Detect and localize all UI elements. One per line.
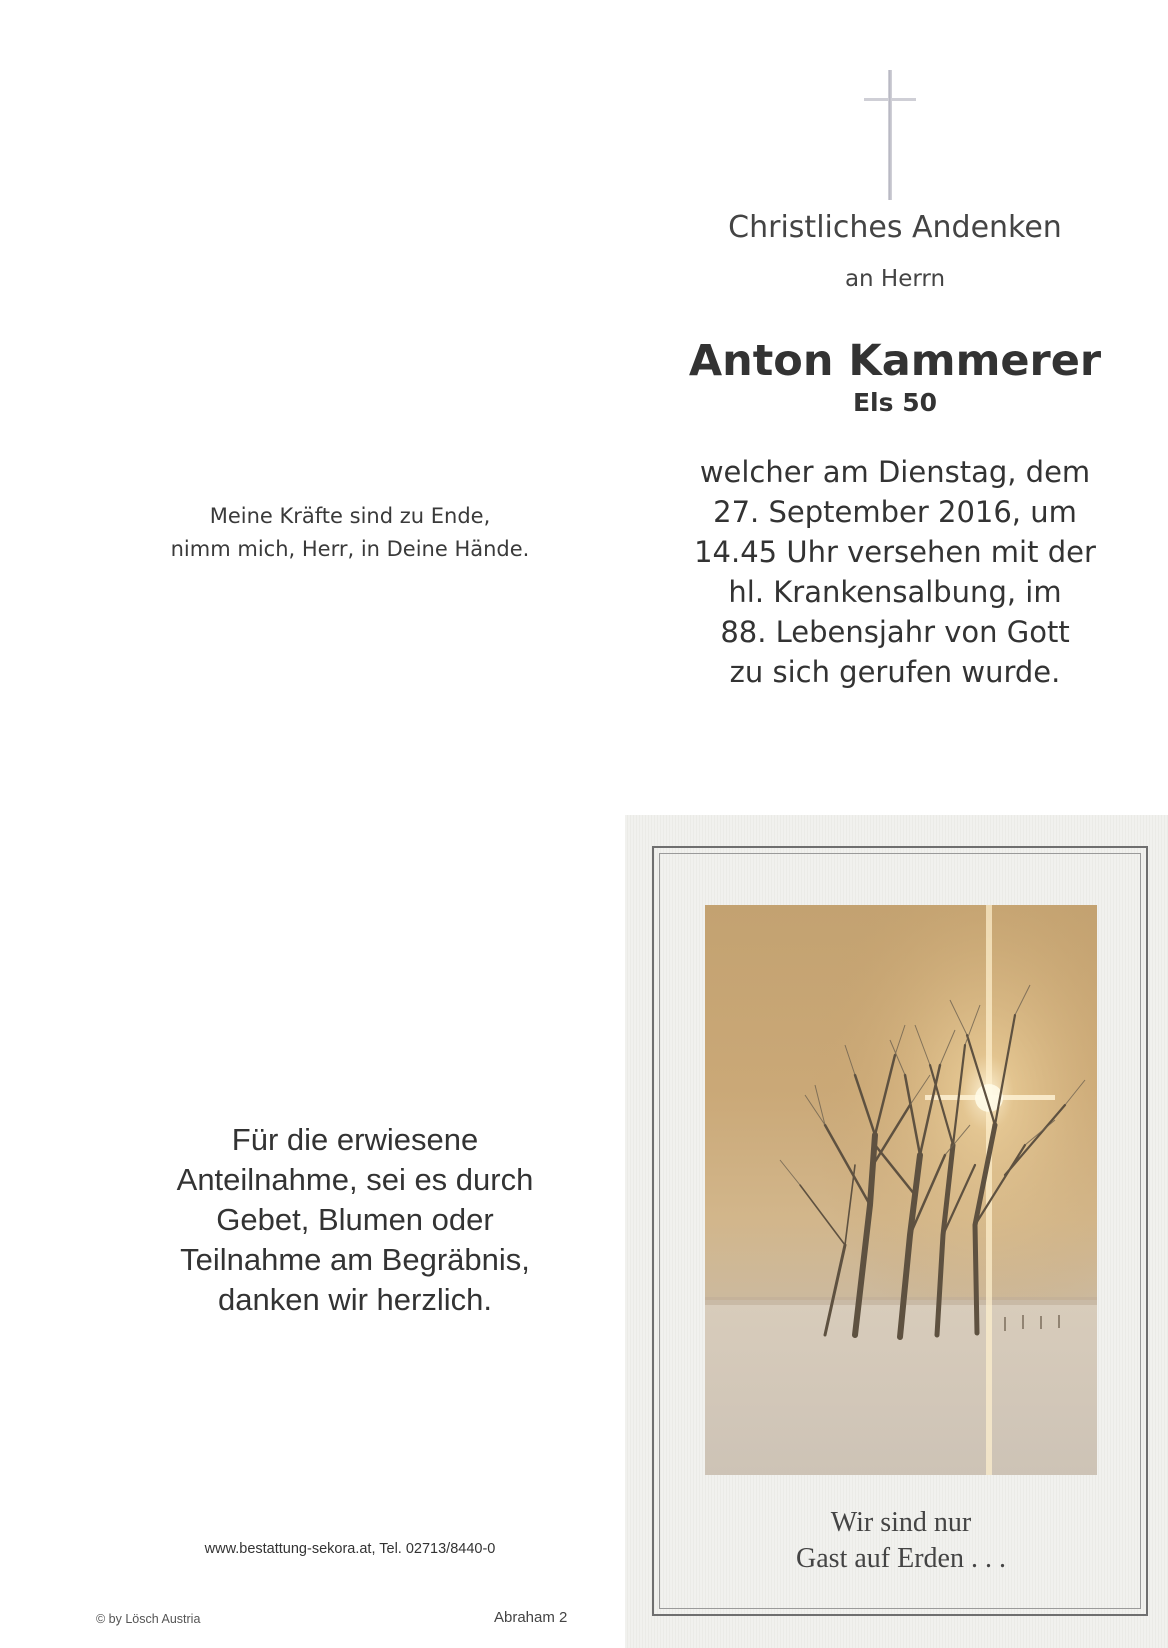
death-notice (690, 452, 1100, 692)
cross-icon (860, 70, 920, 200)
prayer-line: Meine Kräfte sind zu Ende, (209, 504, 491, 528)
prayer-verse (140, 500, 560, 566)
deceased-address: Els 50 (852, 388, 938, 417)
prayer-line: nimm mich, Herr, in Deine Hände. (170, 537, 530, 561)
thanks-line: Für die erwiesene (231, 1122, 479, 1157)
card-model-label: Abraham 2 (494, 1609, 568, 1626)
death-notice-line: zu sich gerufen wurde. (729, 655, 1061, 689)
thanks-line: Gebet, Blumen oder (216, 1202, 494, 1237)
card-verse (705, 1505, 1097, 1577)
verse-line: Gast auf Erden . . . (796, 1543, 1006, 1574)
death-notice-line: 27. September 2016, um (713, 495, 1077, 529)
winter-trees-photo (705, 905, 1097, 1475)
thanks-line: Teilnahme am Begräbnis, (180, 1242, 530, 1277)
thanks-line: Anteilnahme, sei es durch (176, 1162, 534, 1197)
verse-line: Wir sind nur (830, 1507, 972, 1538)
death-notice-line: hl. Krankensalbung, im (728, 575, 1062, 609)
death-notice-line: welcher am Dienstag, dem (699, 455, 1091, 489)
deceased-name: Anton Kammerer (688, 336, 1102, 386)
death-notice-line: 88. Lebensjahr von Gott (720, 615, 1070, 649)
copyright-notice: © by Lösch Austria (96, 1612, 201, 1626)
thanks-message (140, 1120, 570, 1320)
thanks-line: danken wir herzlich. (218, 1282, 492, 1317)
death-notice-line: 14.45 Uhr versehen mit der (694, 535, 1096, 569)
salutation: an Herrn (844, 266, 946, 292)
memorial-heading: Christliches Andenken (728, 210, 1062, 245)
funeral-home-contact: www.bestattung-sekora.at, Tel. 02713/8440-0 (204, 1541, 496, 1557)
